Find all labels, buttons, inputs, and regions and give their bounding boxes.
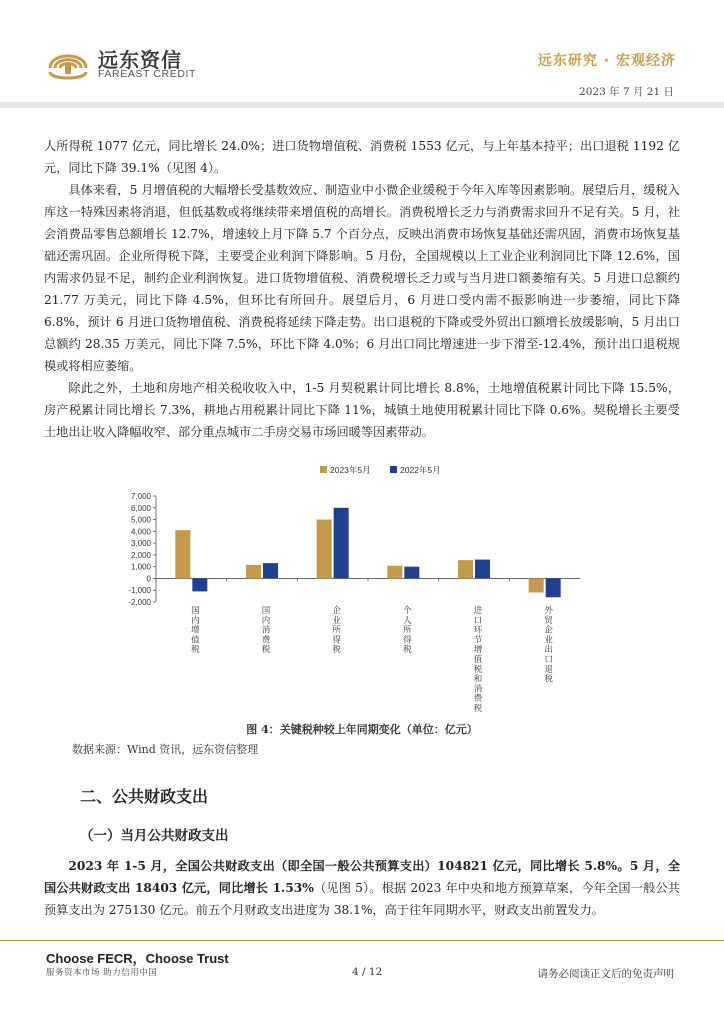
header-divider — [0, 102, 724, 108]
legend-swatch — [390, 466, 397, 473]
bar-2022 — [404, 567, 419, 579]
footer-slogan: 服务资本市场 助力信用中国 — [46, 968, 158, 978]
bar-2022 — [475, 560, 490, 579]
footer-tagline: Choose FECR，Choose Trust — [46, 951, 229, 966]
x-category-label: 国内消费税 — [261, 605, 271, 655]
report-category: 远东研究 · 宏观经济 — [537, 53, 676, 69]
y-tick-label: 0 — [146, 574, 151, 584]
x-category-label: 进口环节增值税和消费税 — [473, 605, 483, 713]
paragraph-tax-analysis: 具体来看，5 月增值税的大幅增长受基数效应、制造业中小微企业缓税于今年入库等因素影响。展望后月，缓税入库这一特殊因素将消退，但低基数或将继续带来增值税的高增长。消费税增长乏力与消费需求回升不足有关。5 月，社会消费品零售总额增长 12.7%，增速较上月下降 5.7 个百分点，反映出消费市场恢复基础还需巩固，消费市场恢复基础还需巩固。企业所得税下降，主要受企业利润下降影响。5 月份，全国规模以上工业企业利润同比下降 12.6%，国内需求仍显不足，制约企业利润恢复。进口货物增值税、消费税增长乏力或与当月进口额萎缩有关。5 月进口总额约 21.77 万美元，同比下降 4.5%，但环比有所回升。展望后月，6 月进口受内需不振影响进一步萎缩，同比下降 6.8%，预计 6 月进口货物增值税、消费税将延续下降走势。出口退税的下降或受外贸出口额增长放缓影响，5 月出口总额约 28.35 万美元，同比下降 7.5%，环比下降 4.0%；6 月出口同比增速进一步下滑至-12.4%，预计出口退税规模或将相应萎缩。 — [44, 183, 680, 373]
bar-2023 — [458, 560, 473, 578]
fareast-logo-icon — [44, 42, 92, 82]
bar-2023 — [317, 520, 332, 579]
page-number: 4 / 12 — [352, 966, 383, 978]
paragraph-expenditure-rest: （见图 5）。根据 2023 年中央和地方预算草案，今年全国一般公共预算支出为 275130 亿元。前五个月财政支出进度为 38.1%，高于往年同期水平，财政支出前置发力。 — [44, 881, 680, 917]
footer-divider — [0, 940, 724, 941]
y-tick-label: 7,000 — [130, 492, 151, 501]
paragraph-land-tax: 除此之外，土地和房地产相关税收收入中，1-5 月契税累计同比增长 8.8%，土地增值税累计同比下降 15.5%，房产税累计同比增长 7.3%，耕地占用税累计同比下降 11%，城镇土地使用税累计同比下降 0.6%。契税增长主要受土地出让收入降幅收窄、部分重点城市二手房交易市场回暖等因素带动。 — [44, 381, 680, 439]
bar-2023 — [246, 565, 261, 579]
y-tick-label: 3,000 — [130, 539, 151, 549]
x-category-label: 国内增值税 — [191, 605, 200, 655]
y-tick-label: 5,000 — [130, 515, 151, 525]
section-heading: 二、公共财政支出 — [80, 787, 209, 806]
paragraph-expenditure — [44, 855, 680, 921]
y-tick-label: 1,000 — [130, 562, 151, 572]
report-date: 2023 年 7 月 21 日 — [579, 86, 674, 98]
y-tick-label: -2,000 — [128, 598, 151, 607]
bar-2022 — [263, 563, 278, 578]
y-tick-label: 2,000 — [130, 550, 151, 560]
paragraph-tax-summary: 人所得税 1077 亿元，同比增长 24.0%；进口货物增值税、消费税 1553 亿元，与上年基本持平；出口退税 1192 亿元，同比下降 39.1%（见图 4）。 — [44, 139, 680, 175]
y-tick-label: -1,000 — [128, 586, 151, 596]
y-tick-label: 6,000 — [130, 503, 151, 513]
figure-caption: 图 4：关键税种较上年同期变化（单位：亿元） — [246, 723, 478, 736]
x-category-label: 个人所得税 — [403, 605, 412, 655]
paragraph-expenditure-bold: 2023 年 1-5 月，全国公共财政支出（即全国一般公共预算支出）104821 亿元，同比增长 5.8%。5 月，全国公共财政支出 18403 亿元，同比增长 1.53% — [44, 859, 680, 895]
bar-chart-svg — [128, 462, 588, 718]
bar-2023 — [387, 566, 402, 579]
legend-label: 2022年5月 — [400, 465, 441, 475]
legend-label: 2023年5月 — [330, 465, 371, 475]
bar-2023 — [175, 530, 190, 578]
brand-name-en: FAREAST CREDIT — [98, 68, 197, 80]
x-category-label: 外贸企业出口退税 — [544, 605, 553, 684]
footer-disclaimer: 请务必阅读正文后的免责声明 — [537, 968, 674, 980]
figure-source: 数据来源：Wind 资讯，远东资信整理 — [72, 743, 259, 756]
legend-swatch — [320, 466, 327, 473]
brand-name-cn: 远东资信 — [98, 48, 182, 72]
tax-change-chart — [128, 462, 588, 722]
subsection-heading: （一）当月公共财政支出 — [80, 828, 229, 844]
bar-2022 — [334, 508, 349, 579]
bar-2022 — [192, 578, 207, 591]
x-category-label: 企业所得税 — [332, 605, 341, 655]
page-header — [0, 0, 724, 110]
bar-2023 — [529, 578, 544, 592]
y-tick-label: 4,000 — [130, 527, 151, 537]
bar-2022 — [546, 578, 561, 597]
